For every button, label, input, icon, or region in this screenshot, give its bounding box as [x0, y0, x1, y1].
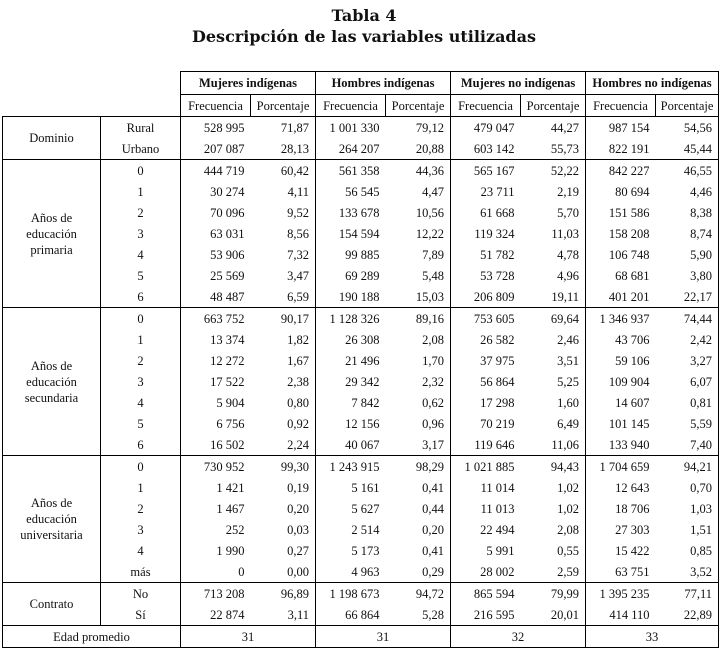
frequency-cell: 119 646: [474, 437, 515, 452]
percentage-cell: 4,78: [521, 244, 586, 265]
frequency-cell: 53 906: [210, 247, 245, 262]
percentage-cell: 9,52: [251, 202, 316, 223]
percentage-cell: 89,16: [386, 308, 451, 330]
percentage-cell: 52,22: [521, 160, 586, 182]
table-row: [3, 477, 719, 498]
row-label: 1: [101, 477, 181, 498]
section-label: Contrato: [3, 583, 101, 626]
percentage-cell: 0,29: [386, 561, 451, 583]
frequency-cell: 22 874: [210, 607, 245, 622]
percentage-cell: 3,27: [656, 350, 719, 371]
frequency-cell: 1 704 659: [586, 456, 656, 478]
frequency-cell: 753 605: [451, 308, 521, 330]
subheader: Porcentaje: [386, 95, 451, 117]
table-row: [3, 181, 719, 202]
percentage-cell: 5,25: [521, 371, 586, 392]
percentage-cell: 8,56: [251, 223, 316, 244]
percentage-cell: 22,89: [656, 604, 719, 626]
row-label: Urbano: [101, 138, 181, 160]
frequency-cell: 119 324: [474, 226, 515, 241]
table-row: [3, 350, 719, 371]
frequency-cell: 37 975: [480, 353, 515, 368]
percentage-cell: 11,03: [521, 223, 586, 244]
frequency-cell: 1 001 330: [316, 117, 386, 139]
frequency-cell: 1 243 915: [316, 456, 386, 478]
row-label: 6: [101, 434, 181, 456]
percentage-cell: 94,72: [386, 583, 451, 605]
row-label: 2: [101, 350, 181, 371]
footer-value: 32: [451, 626, 586, 648]
row-label: 6: [101, 286, 181, 308]
frequency-cell: 5 627: [351, 501, 380, 516]
table-row: [3, 138, 719, 160]
percentage-cell: 98,29: [386, 456, 451, 478]
frequency-cell: 80 694: [615, 184, 650, 199]
percentage-cell: 5,90: [656, 244, 719, 265]
frequency-cell: 987 154: [586, 117, 656, 139]
frequency-cell: 663 752: [181, 308, 251, 330]
percentage-cell: 2,42: [656, 329, 719, 350]
frequency-cell: 730 952: [181, 456, 251, 478]
percentage-cell: 4,11: [251, 181, 316, 202]
frequency-cell: 565 167: [451, 160, 521, 182]
row-label: más: [101, 561, 181, 583]
frequency-cell: 18 706: [615, 501, 650, 516]
table-row: [3, 244, 719, 265]
percentage-cell: 4,46: [656, 181, 719, 202]
percentage-cell: 8,38: [656, 202, 719, 223]
frequency-cell: 69 289: [345, 268, 380, 283]
percentage-cell: 0,85: [656, 540, 719, 561]
percentage-cell: 20,01: [521, 604, 586, 626]
frequency-cell: 1 346 937: [586, 308, 656, 330]
frequency-cell: 11 013: [480, 501, 515, 516]
frequency-cell: 21 496: [345, 353, 380, 368]
percentage-cell: 55,73: [521, 138, 586, 160]
frequency-cell: 206 809: [473, 289, 515, 304]
percentage-cell: 0,41: [386, 540, 451, 561]
frequency-cell: 12 272: [210, 353, 245, 368]
frequency-cell: 13 374: [210, 332, 245, 347]
frequency-cell: 30 274: [210, 184, 245, 199]
frequency-cell: 53 728: [480, 268, 515, 283]
row-label: 3: [101, 519, 181, 540]
row-label: 2: [101, 498, 181, 519]
row-label: 4: [101, 392, 181, 413]
frequency-cell: 1 990: [216, 543, 245, 558]
percentage-cell: 0,20: [386, 519, 451, 540]
frequency-cell: 68 681: [615, 268, 650, 283]
percentage-cell: 6,07: [656, 371, 719, 392]
frequency-cell: 5 173: [351, 543, 380, 558]
variables-table: [2, 71, 719, 648]
percentage-cell: 2,32: [386, 371, 451, 392]
frequency-cell: 4 963: [351, 564, 380, 579]
percentage-cell: 3,52: [656, 561, 719, 583]
frequency-cell: 61 668: [480, 205, 515, 220]
table-row: [3, 117, 719, 139]
row-label: No: [101, 583, 181, 605]
frequency-cell: 5 904: [216, 395, 245, 410]
frequency-cell: 207 087: [203, 141, 245, 156]
percentage-cell: 44,36: [386, 160, 451, 182]
frequency-cell: 63 031: [210, 226, 245, 241]
percentage-cell: 2,59: [521, 561, 586, 583]
group-header: Hombres no indígenas: [586, 72, 719, 95]
frequency-cell: 1 467: [216, 501, 245, 516]
frequency-cell: 5 161: [351, 480, 380, 495]
percentage-cell: 0,62: [386, 392, 451, 413]
table-row: [3, 604, 719, 626]
frequency-cell: 151 586: [608, 205, 650, 220]
percentage-cell: 69,64: [521, 308, 586, 330]
percentage-cell: 12,22: [386, 223, 451, 244]
frequency-cell: 51 782: [480, 247, 515, 262]
frequency-cell: 17 522: [210, 374, 245, 389]
frequency-cell: 528 995: [181, 117, 251, 139]
frequency-cell: 99 885: [345, 247, 380, 262]
subheader: Porcentaje: [251, 95, 316, 117]
row-label: Sí: [101, 604, 181, 626]
table-row: [3, 160, 719, 182]
percentage-cell: 79,12: [386, 117, 451, 139]
percentage-cell: 54,56: [656, 117, 719, 139]
percentage-cell: 1,70: [386, 350, 451, 371]
row-label: 0: [101, 160, 181, 182]
frequency-cell: 48 487: [210, 289, 245, 304]
frequency-cell: 27 303: [615, 522, 650, 537]
frequency-cell: 59 106: [615, 353, 650, 368]
frequency-cell: 154 594: [338, 226, 380, 241]
percentage-cell: 3,47: [251, 265, 316, 286]
frequency-cell: 56 864: [480, 374, 515, 389]
frequency-cell: 26 308: [345, 332, 380, 347]
row-label: 4: [101, 540, 181, 561]
percentage-cell: 74,44: [656, 308, 719, 330]
percentage-cell: 90,17: [251, 308, 316, 330]
percentage-cell: 5,59: [656, 413, 719, 434]
frequency-cell: 216 595: [473, 607, 515, 622]
frequency-cell: 66 864: [345, 607, 380, 622]
row-label: 5: [101, 265, 181, 286]
frequency-cell: 264 207: [338, 141, 380, 156]
table-body: [3, 117, 719, 626]
percentage-cell: 2,08: [521, 519, 586, 540]
subheader: Porcentaje: [521, 95, 586, 117]
table-number: Tabla 4: [331, 6, 397, 25]
frequency-cell: 17 298: [480, 395, 515, 410]
frequency-cell: 29 342: [345, 374, 380, 389]
frequency-cell: 865 594: [451, 583, 521, 605]
table-title: Descripción de las variables utilizadas: [192, 27, 536, 46]
frequency-cell: 43 706: [615, 332, 650, 347]
frequency-cell: 106 748: [608, 247, 650, 262]
percentage-cell: 3,51: [521, 350, 586, 371]
frequency-cell: 28 002: [480, 564, 515, 579]
percentage-cell: 0,92: [251, 413, 316, 434]
frequency-cell: 23 711: [480, 184, 515, 199]
frequency-cell: 14 607: [615, 395, 650, 410]
frequency-cell: 70 219: [480, 416, 515, 431]
frequency-cell: 63 751: [615, 564, 650, 579]
row-label: 0: [101, 308, 181, 330]
frequency-cell: 16 502: [210, 437, 245, 452]
percentage-cell: 1,51: [656, 519, 719, 540]
section-label: Dominio: [3, 117, 101, 160]
frequency-cell: 1 198 673: [316, 583, 386, 605]
percentage-cell: 7,32: [251, 244, 316, 265]
percentage-cell: 2,38: [251, 371, 316, 392]
percentage-cell: 2,46: [521, 329, 586, 350]
frequency-cell: 2 514: [351, 522, 380, 537]
percentage-cell: 0,41: [386, 477, 451, 498]
percentage-cell: 0,19: [251, 477, 316, 498]
table-row: [3, 519, 719, 540]
frequency-cell: 25 569: [210, 268, 245, 283]
table-row: [3, 498, 719, 519]
percentage-cell: 0,00: [251, 561, 316, 583]
table-row: [3, 329, 719, 350]
frequency-cell: 479 047: [451, 117, 521, 139]
table-row: [3, 371, 719, 392]
footer-value: 33: [586, 626, 719, 648]
percentage-cell: 4,96: [521, 265, 586, 286]
percentage-cell: 6,49: [521, 413, 586, 434]
frequency-cell: 6 756: [216, 416, 245, 431]
percentage-cell: 3,17: [386, 434, 451, 456]
percentage-cell: 0,80: [251, 392, 316, 413]
percentage-cell: 20,88: [386, 138, 451, 160]
frequency-cell: 133 940: [608, 437, 650, 452]
percentage-cell: 2,08: [386, 329, 451, 350]
percentage-cell: 44,27: [521, 117, 586, 139]
frequency-cell: 101 145: [608, 416, 650, 431]
row-label: 4: [101, 244, 181, 265]
percentage-cell: 22,17: [656, 286, 719, 308]
percentage-cell: 5,48: [386, 265, 451, 286]
percentage-cell: 3,11: [251, 604, 316, 626]
percentage-cell: 19,11: [521, 286, 586, 308]
row-label: 3: [101, 223, 181, 244]
percentage-cell: 96,89: [251, 583, 316, 605]
row-label: 1: [101, 181, 181, 202]
frequency-cell: 11 014: [480, 480, 515, 495]
percentage-cell: 60,42: [251, 160, 316, 182]
row-label: 5: [101, 413, 181, 434]
frequency-cell: 22 494: [480, 522, 515, 537]
percentage-cell: 5,70: [521, 202, 586, 223]
percentage-cell: 5,28: [386, 604, 451, 626]
frequency-cell: 26 582: [480, 332, 515, 347]
percentage-cell: 45,44: [656, 138, 719, 160]
frequency-cell: 561 358: [316, 160, 386, 182]
percentage-cell: 1,82: [251, 329, 316, 350]
percentage-cell: 0,44: [386, 498, 451, 519]
percentage-cell: 7,40: [656, 434, 719, 456]
frequency-cell: 7 842: [351, 395, 380, 410]
footer-value: 31: [316, 626, 451, 648]
table-row: [3, 413, 719, 434]
percentage-cell: 1,03: [656, 498, 719, 519]
percentage-cell: 94,21: [656, 456, 719, 478]
group-header: Mujeres no indígenas: [451, 72, 586, 95]
footer-label: Edad promedio: [3, 626, 181, 648]
frequency-cell: 252: [225, 522, 245, 537]
subheader: Frecuencia: [586, 95, 656, 117]
frequency-cell: 12 156: [345, 416, 380, 431]
table-row: [3, 456, 719, 478]
table-row: [3, 583, 719, 605]
percentage-cell: 7,89: [386, 244, 451, 265]
section-label: Años de educación primaria: [3, 160, 101, 308]
percentage-cell: 3,80: [656, 265, 719, 286]
frequency-cell: 842 227: [586, 160, 656, 182]
percentage-cell: 77,11: [656, 583, 719, 605]
percentage-cell: 0,81: [656, 392, 719, 413]
table-row: [3, 223, 719, 244]
percentage-cell: 10,56: [386, 202, 451, 223]
percentage-cell: 2,24: [251, 434, 316, 456]
percentage-cell: 0,20: [251, 498, 316, 519]
percentage-cell: 0,03: [251, 519, 316, 540]
percentage-cell: 4,47: [386, 181, 451, 202]
frequency-cell: 158 208: [608, 226, 650, 241]
section-label: Años de educación universitaria: [3, 456, 101, 583]
percentage-cell: 2,19: [521, 181, 586, 202]
frequency-cell: 414 110: [609, 607, 650, 622]
footer-value: 31: [181, 626, 316, 648]
group-header-row: [3, 72, 719, 95]
row-label: Rural: [101, 117, 181, 139]
frequency-cell: 401 201: [608, 289, 650, 304]
group-header: Hombres indígenas: [316, 72, 451, 95]
table-row: [3, 540, 719, 561]
frequency-cell: 1 021 885: [451, 456, 521, 478]
percentage-cell: 0,70: [656, 477, 719, 498]
percentage-cell: 94,43: [521, 456, 586, 478]
percentage-cell: 99,30: [251, 456, 316, 478]
footer-row: [3, 626, 719, 648]
table-row: [3, 308, 719, 330]
frequency-cell: 12 643: [615, 480, 650, 495]
percentage-cell: 11,06: [521, 434, 586, 456]
frequency-cell: 444 719: [181, 160, 251, 182]
frequency-cell: 1 128 326: [316, 308, 386, 330]
table-row: [3, 392, 719, 413]
section-label: Años de educación secundaria: [3, 308, 101, 456]
percentage-cell: 1,67: [251, 350, 316, 371]
frequency-cell: 15 422: [615, 543, 650, 558]
percentage-cell: 6,59: [251, 286, 316, 308]
frequency-cell: 133 678: [338, 205, 380, 220]
frequency-cell: 603 142: [473, 141, 515, 156]
frequency-cell: 5 991: [486, 543, 515, 558]
frequency-cell: 56 545: [345, 184, 380, 199]
percentage-cell: 8,74: [656, 223, 719, 244]
subheader: Frecuencia: [451, 95, 521, 117]
table-row: [3, 202, 719, 223]
frequency-cell: 1 395 235: [586, 583, 656, 605]
frequency-cell: 40 067: [345, 437, 380, 452]
frequency-cell: 0: [238, 564, 245, 579]
table-row: [3, 434, 719, 456]
percentage-cell: 79,99: [521, 583, 586, 605]
row-label: 2: [101, 202, 181, 223]
row-label: 3: [101, 371, 181, 392]
table-row: [3, 286, 719, 308]
percentage-cell: 46,55: [656, 160, 719, 182]
percentage-cell: 0,55: [521, 540, 586, 561]
group-header: Mujeres indígenas: [181, 72, 316, 95]
percentage-cell: 15,03: [386, 286, 451, 308]
frequency-cell: 190 188: [338, 289, 380, 304]
subheader: Porcentaje: [656, 95, 719, 117]
table-row: [3, 265, 719, 286]
percentage-cell: 1,02: [521, 477, 586, 498]
percentage-cell: 1,60: [521, 392, 586, 413]
row-label: 0: [101, 456, 181, 478]
frequency-cell: 109 904: [608, 374, 650, 389]
row-label: 1: [101, 329, 181, 350]
frequency-cell: 1 421: [216, 480, 245, 495]
percentage-cell: 28,13: [251, 138, 316, 160]
subheader-row: [3, 95, 719, 117]
frequency-cell: 713 208: [181, 583, 251, 605]
frequency-cell: 70 096: [210, 205, 245, 220]
percentage-cell: 0,27: [251, 540, 316, 561]
frequency-cell: 822 191: [608, 141, 650, 156]
percentage-cell: 0,96: [386, 413, 451, 434]
subheader: Frecuencia: [181, 95, 251, 117]
percentage-cell: 1,02: [521, 498, 586, 519]
percentage-cell: 71,87: [251, 117, 316, 139]
table-row: [3, 561, 719, 583]
subheader: Frecuencia: [316, 95, 386, 117]
